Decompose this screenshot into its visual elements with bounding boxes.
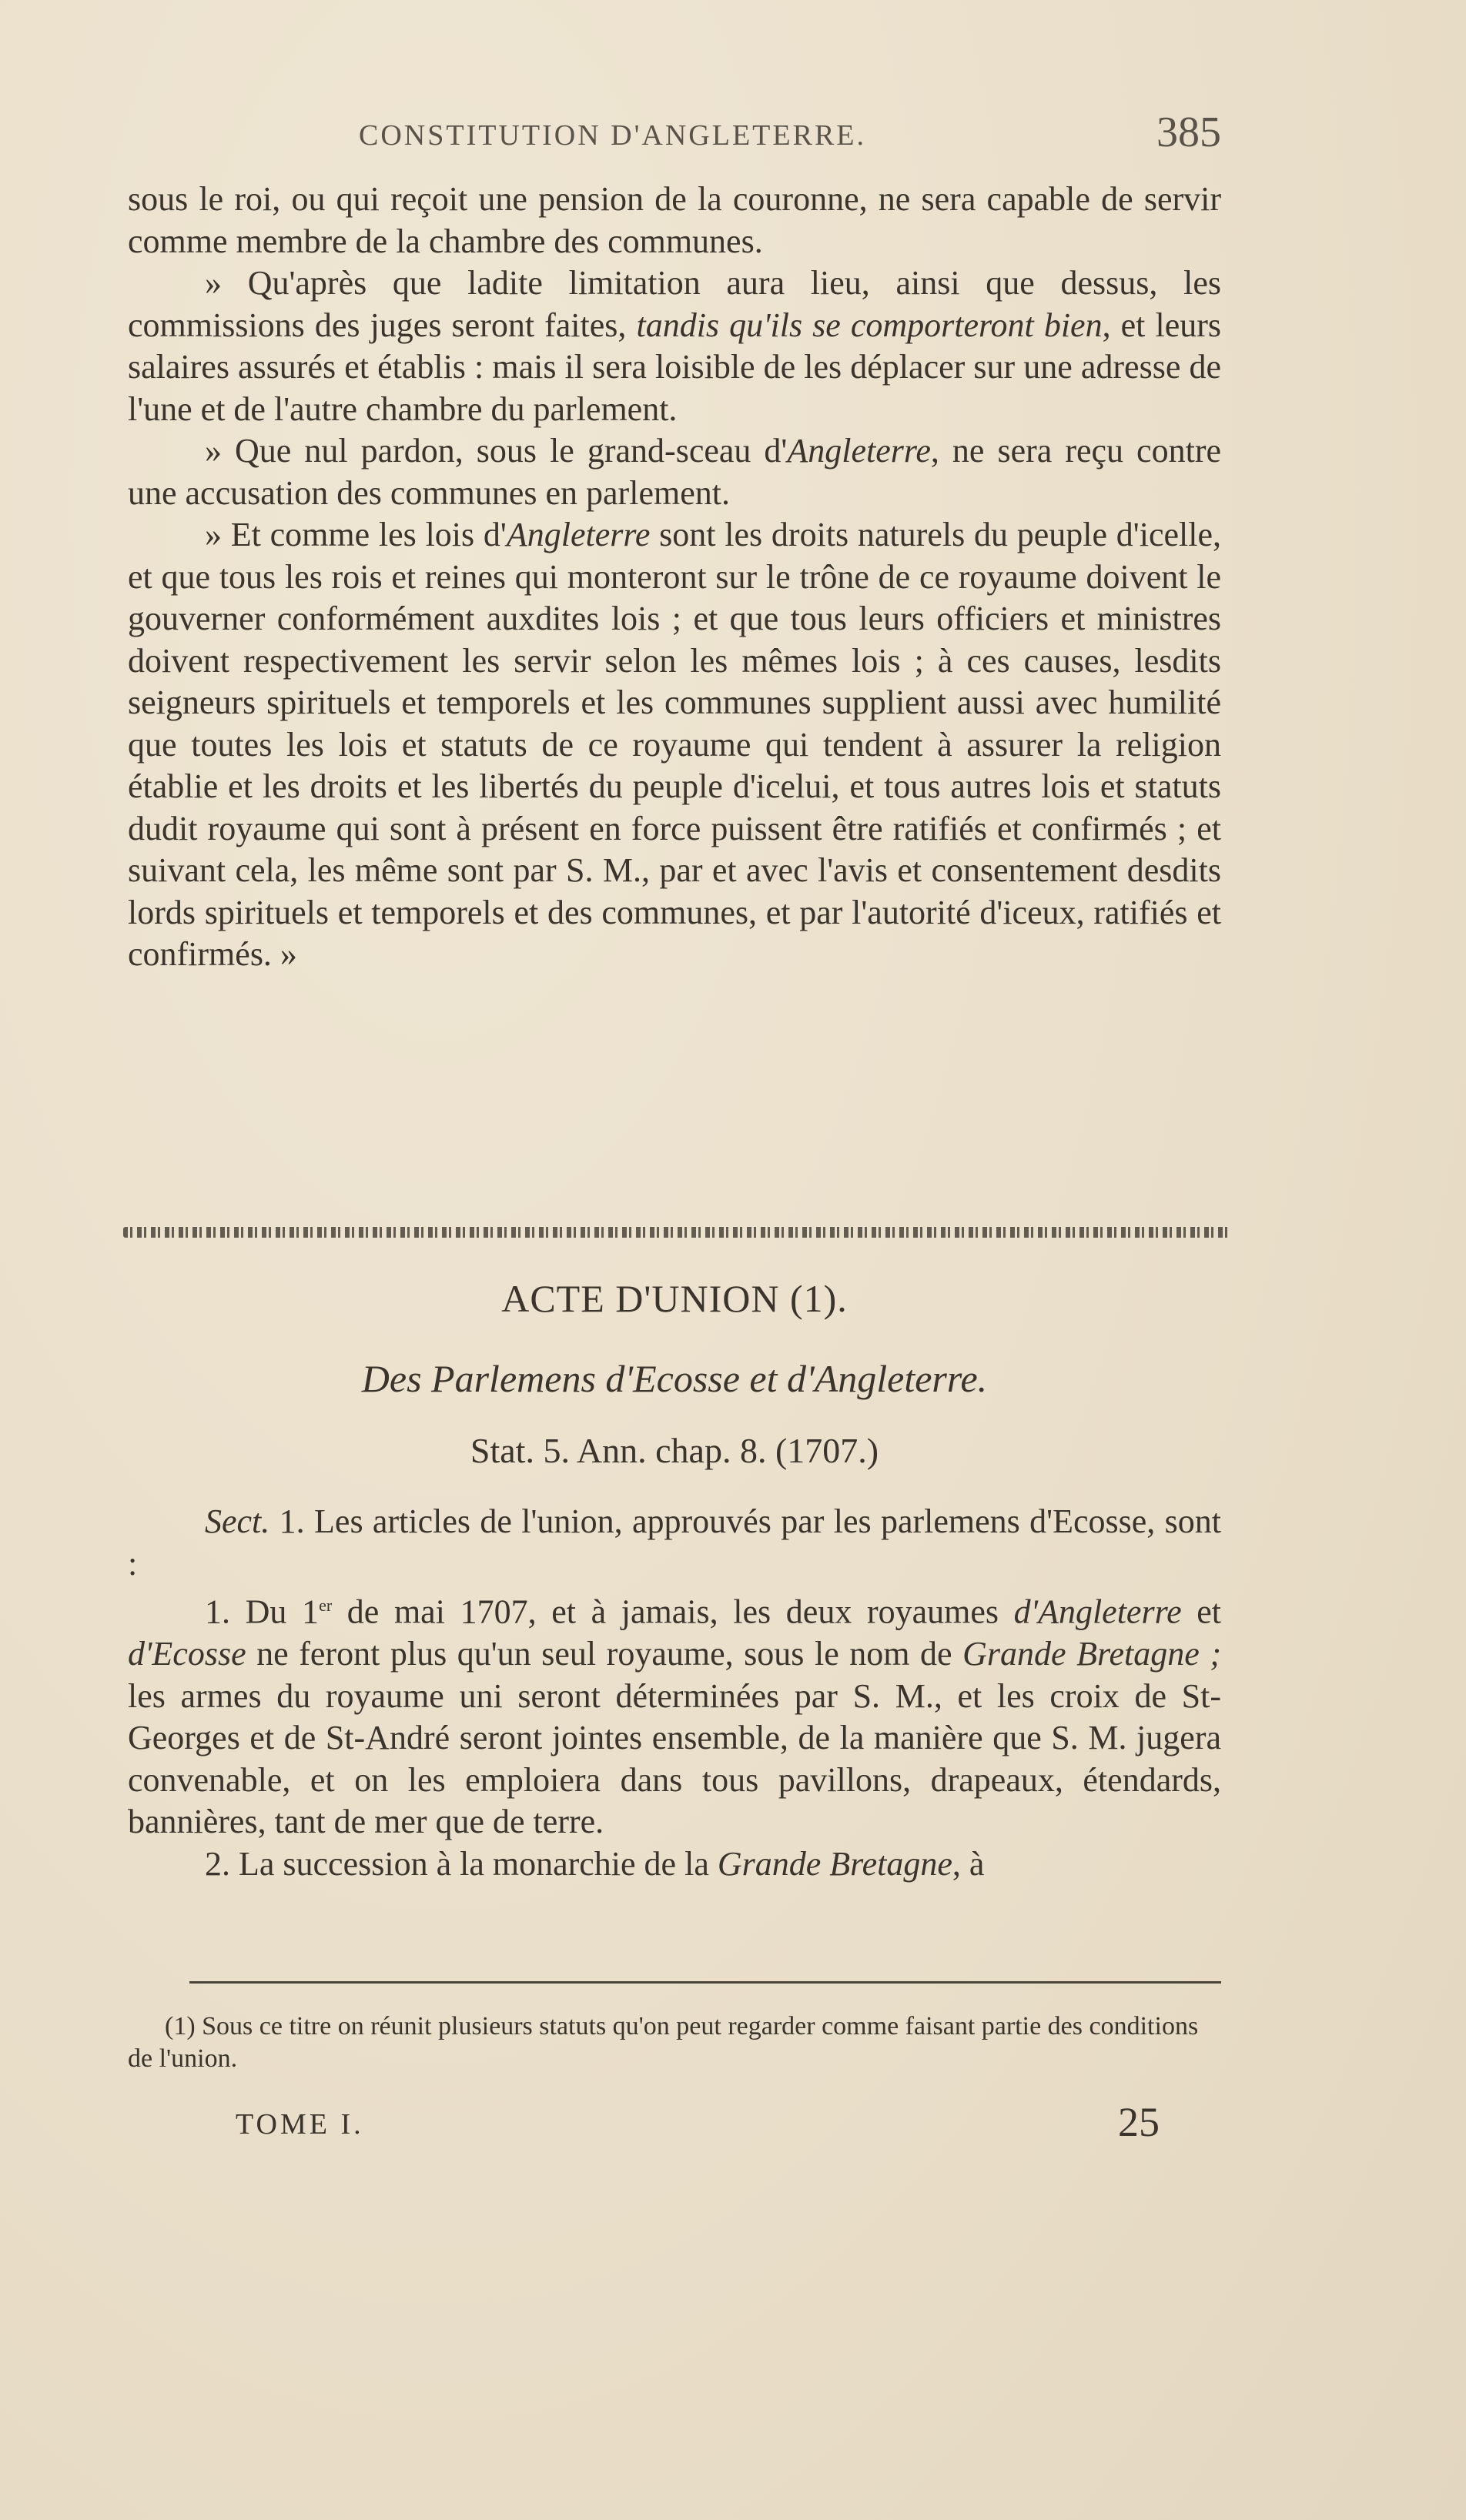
- paragraph: » Qu'après que ladite limitation aura lieu, ainsi que dessus, les commissions des juges seront faites, tandis qu'ils se comporteront bien, et leurs salaires assurés et établis : mais il sera loisible de les déplacer sur une adresse de l'une et de l'autre chambre du parlement.: [128, 264, 1222, 428]
- page-number: 385: [1156, 109, 1221, 156]
- running-head: [128, 108, 1221, 169]
- ornamental-divider: [123, 1227, 1232, 1238]
- paragraph: sous le roi, ou qui reçoit une pension de la couronne, ne sera capable de servir comme membre de la chambre des communes.: [128, 180, 1221, 260]
- running-title: CONSTITUTION D'ANGLETERRE.: [359, 119, 867, 152]
- body-text-bottom: [128, 1501, 1221, 1885]
- footnote: (1) Sous ce titre on réunit plusieurs statuts qu'on peut regarder comme faisant partie des conditions de l'union.: [128, 2012, 1199, 2073]
- paragraph: 2. La succession à la monarchie de la Grande Bretagne, à: [205, 1844, 985, 1883]
- paragraph: 1. Du 1er de mai 1707, et à jamais, les deux royaumes d'Angleterre et d'Ecosse ne feront plus qu'un seul royaume, sous le nom de Grande Bretagne ; les armes du royaume uni seront déterminées par S. M., et les croix de St-Georges et de St-André seront jointes ensemble, de la manière que S. M. jugera convenable, et on les emploiera dans tous pavillons, drapeaux, étendards, bannières, tant de mer que de terre.: [128, 1593, 1221, 1841]
- statute-reference: Stat. 5. Ann. chap. 8. (1707.): [470, 1431, 879, 1470]
- paragraph: » Que nul pardon, sous le grand-sceau d'Angleterre, ne sera reçu contre une accusation des communes en parlement.: [128, 432, 1221, 512]
- signature-mark: TOME I.: [236, 2108, 364, 2141]
- section-subtitle: Des Parlemens d'Ecosse et d'Angleterre.: [361, 1357, 988, 1400]
- paragraph: » Et comme les lois d'Angleterre sont les droits naturels du peuple d'icelle, et que tous les rois et reines qui monteront sur le trône de ce royaume doivent le gouverner conformément auxdites lois ; et que tous leurs officiers et ministres doivent respectivement les servir selon les mêmes lois ; à ces causes, lesdits seigneurs spirituels et temporels et les communes supplient aussi avec humilité que toutes les lois et statuts de ce royaume qui tendent à assurer la religion établie et les droits et les libertés du peuple d'icelui, et tous autres lois et statuts dudit royaume qui sont à présent en force puissent être ratifiés et confirmés ; et suivant cela, les même sont par S. M., par et avec l'avis et consentement desdits lords spirituels et temporels et des communes, et par l'autorité d'iceux, ratifiés et confirmés. »: [128, 516, 1221, 973]
- body-text-top: [128, 179, 1221, 976]
- section-title: ACTE D'UNION (1).: [501, 1277, 848, 1320]
- signature-number: 25: [1118, 2099, 1160, 2145]
- paragraph: Sect. 1. Les articles de l'union, approuvés par les parlemens d'Ecosse, sont :: [128, 1502, 1221, 1583]
- footnote-rule: [189, 1981, 1221, 1984]
